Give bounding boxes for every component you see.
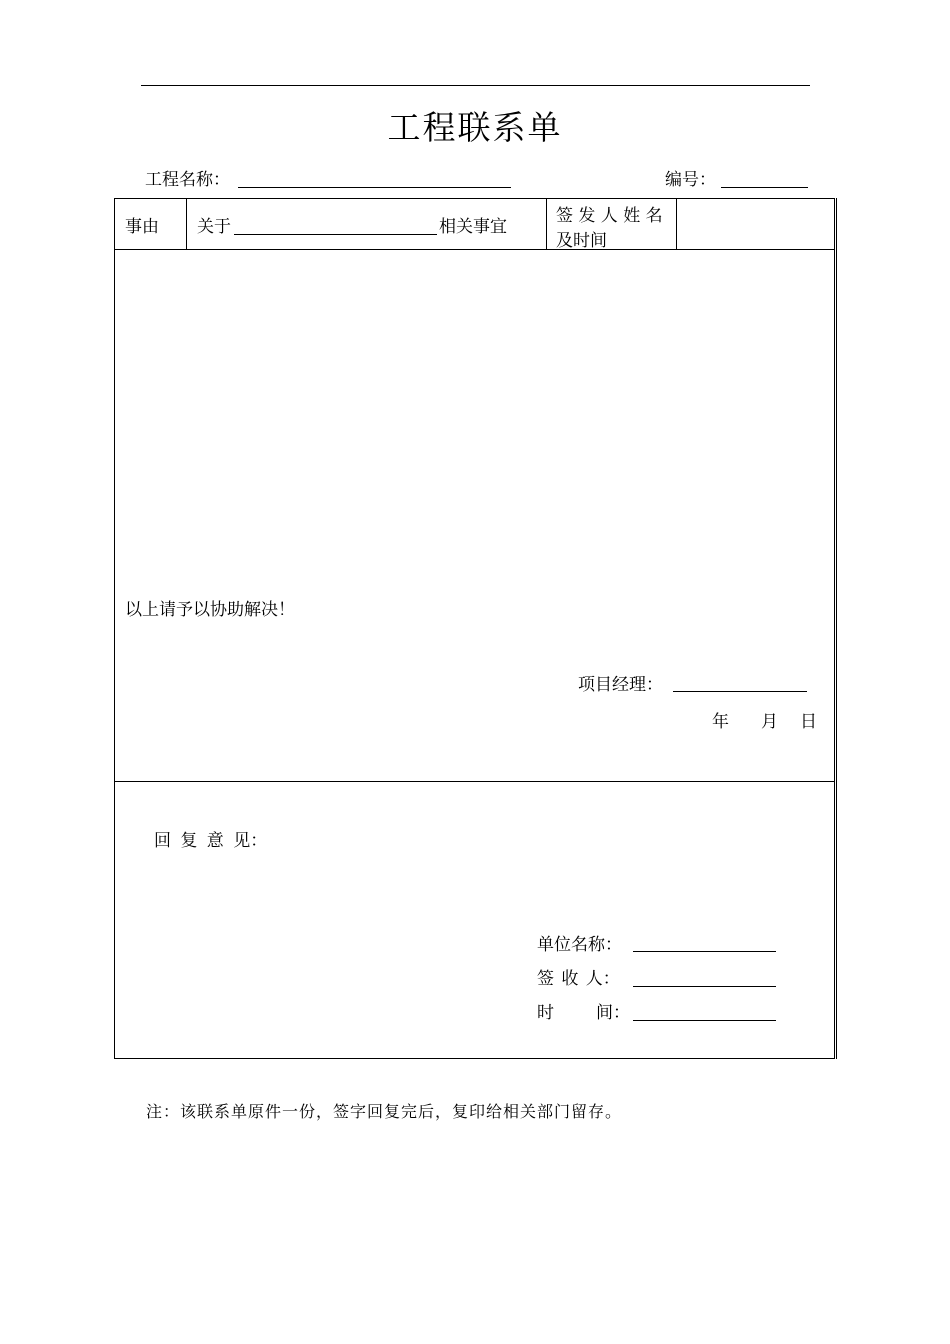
date-day: 日 bbox=[800, 712, 817, 732]
time-label-b: 间： bbox=[596, 1003, 630, 1023]
table-right-double-line bbox=[836, 198, 837, 1059]
date-month: 月 bbox=[761, 712, 778, 732]
number-label: 编号： bbox=[665, 170, 716, 190]
footer-note: 注：该联系单原件一份，签字回复完后，复印给相关部门留存。 bbox=[146, 1102, 623, 1121]
pm-label: 项目经理： bbox=[578, 675, 663, 695]
signer-col-divider bbox=[676, 198, 677, 249]
about-prefix: 关于 bbox=[197, 217, 231, 237]
content-area[interactable] bbox=[118, 253, 832, 593]
signer-label-line2: 及时间 bbox=[556, 231, 607, 251]
date-year: 年 bbox=[712, 712, 729, 732]
top-rule bbox=[141, 85, 810, 86]
request-text: 以上请予以协助解决！ bbox=[125, 600, 295, 620]
project-name-label: 工程名称： bbox=[145, 170, 230, 190]
reason-label: 事由 bbox=[125, 217, 159, 237]
pm-field[interactable] bbox=[673, 691, 807, 692]
header-row-divider bbox=[114, 249, 835, 250]
reason-col-divider bbox=[186, 198, 187, 249]
unit-label: 单位名称： bbox=[537, 935, 622, 955]
number-field[interactable] bbox=[721, 187, 808, 188]
reply-section-divider bbox=[114, 781, 835, 782]
project-name-field[interactable] bbox=[238, 187, 511, 188]
time-label-a: 时 bbox=[537, 1003, 554, 1023]
signer-label-line1: 签 发 人 姓 名 bbox=[556, 206, 663, 226]
unit-field[interactable] bbox=[633, 951, 776, 952]
about-suffix: 相关事宜 bbox=[439, 217, 507, 237]
receiver-label: 签 收 人： bbox=[537, 969, 620, 989]
document-title: 工程联系单 bbox=[387, 108, 563, 147]
time-field[interactable] bbox=[633, 1020, 776, 1021]
about-col-divider bbox=[546, 198, 547, 249]
receiver-field[interactable] bbox=[633, 986, 776, 987]
reply-label: 回 复 意 见： bbox=[154, 831, 268, 851]
matter-field[interactable] bbox=[234, 234, 437, 235]
signer-field[interactable] bbox=[678, 200, 833, 248]
